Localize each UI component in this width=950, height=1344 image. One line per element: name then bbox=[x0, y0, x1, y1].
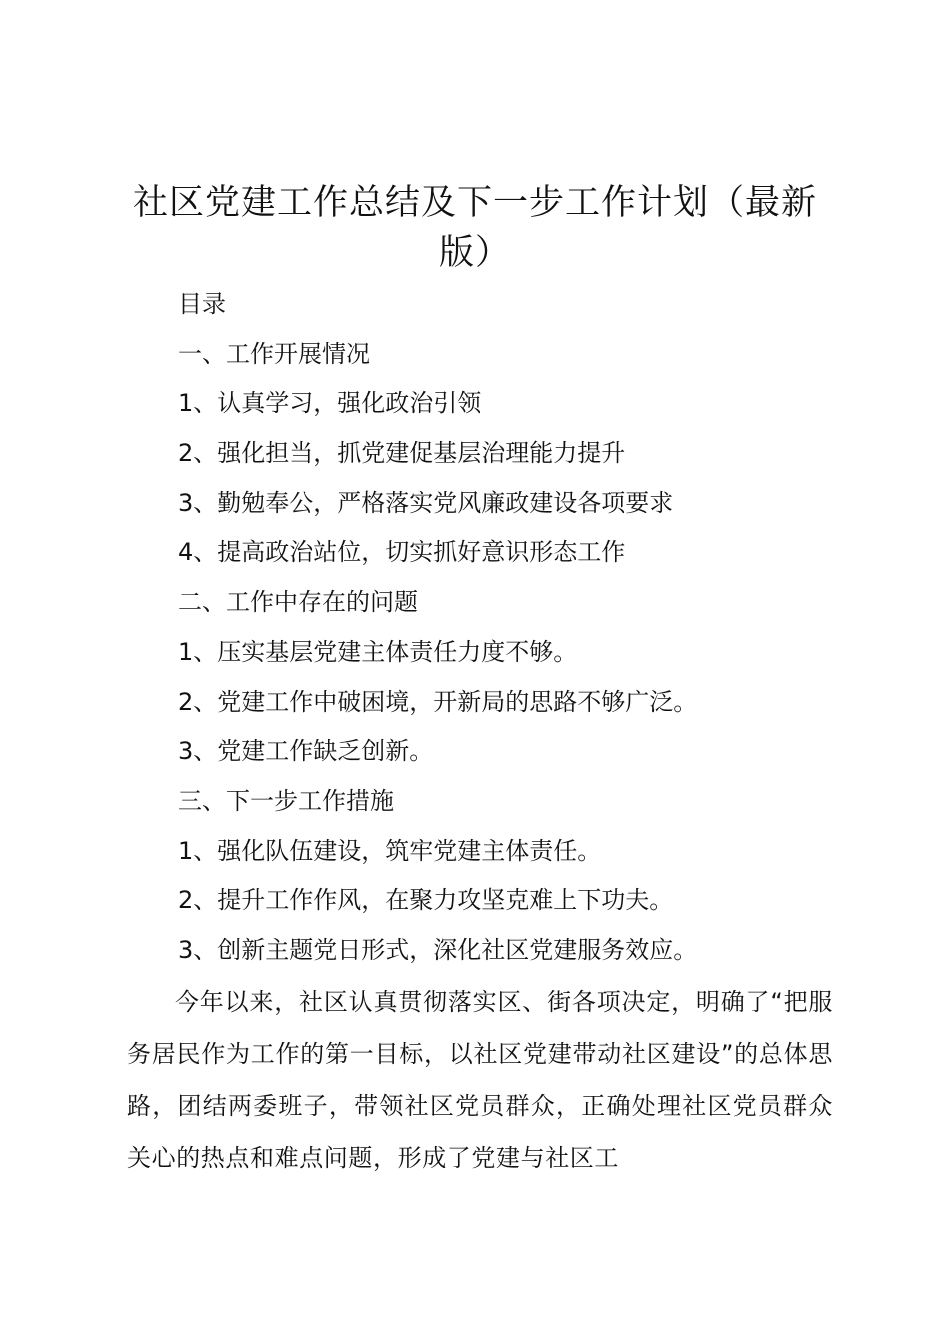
toc-item: 1、认真学习，强化政治引领 bbox=[178, 389, 482, 418]
toc-item: 2、强化担当，抓党建促基层治理能力提升 bbox=[178, 439, 626, 468]
toc-item: 3、党建工作缺乏创新。 bbox=[178, 737, 434, 766]
toc-item: 3、创新主题党日形式，深化社区党建服务效应。 bbox=[178, 935, 698, 964]
toc-item: 1、强化队伍建设，筑牢党建主体责任。 bbox=[178, 836, 602, 865]
toc-item: 2、提升工作作风，在聚力攻坚克难上下功夫。 bbox=[178, 886, 674, 915]
toc-item: 3、勤勉奉公，严格落实党风廉政建设各项要求 bbox=[178, 488, 674, 517]
toc-item: 2、党建工作中破困境，开新局的思路不够广泛。 bbox=[178, 687, 698, 716]
body-paragraph: 今年以来，社区认真贯彻落实区、街各项决定，明确了“把服务居民作为工作的第一目标，以社区党建带动社区建设”的总体思路，团结两委班子，带领社区党员群众，正确处理社区党员群众关心的热点和难点问题，形成了党建与社区工 bbox=[127, 988, 833, 1172]
table-of-contents bbox=[178, 280, 858, 976]
toc-item: 1、压实基层党建主体责任力度不够。 bbox=[178, 637, 578, 666]
toc-section-2: 二、工作中存在的问题 bbox=[178, 588, 418, 617]
toc-item: 4、提高政治站位，切实抓好意识形态工作 bbox=[178, 538, 626, 567]
toc-section-3: 三、下一步工作措施 bbox=[178, 786, 394, 815]
toc-section-1: 一、工作开展情况 bbox=[178, 339, 370, 368]
document-title: 社区党建工作总结及下一步工作计划（最新版） bbox=[132, 183, 817, 273]
toc-heading: 目录 bbox=[178, 290, 226, 318]
